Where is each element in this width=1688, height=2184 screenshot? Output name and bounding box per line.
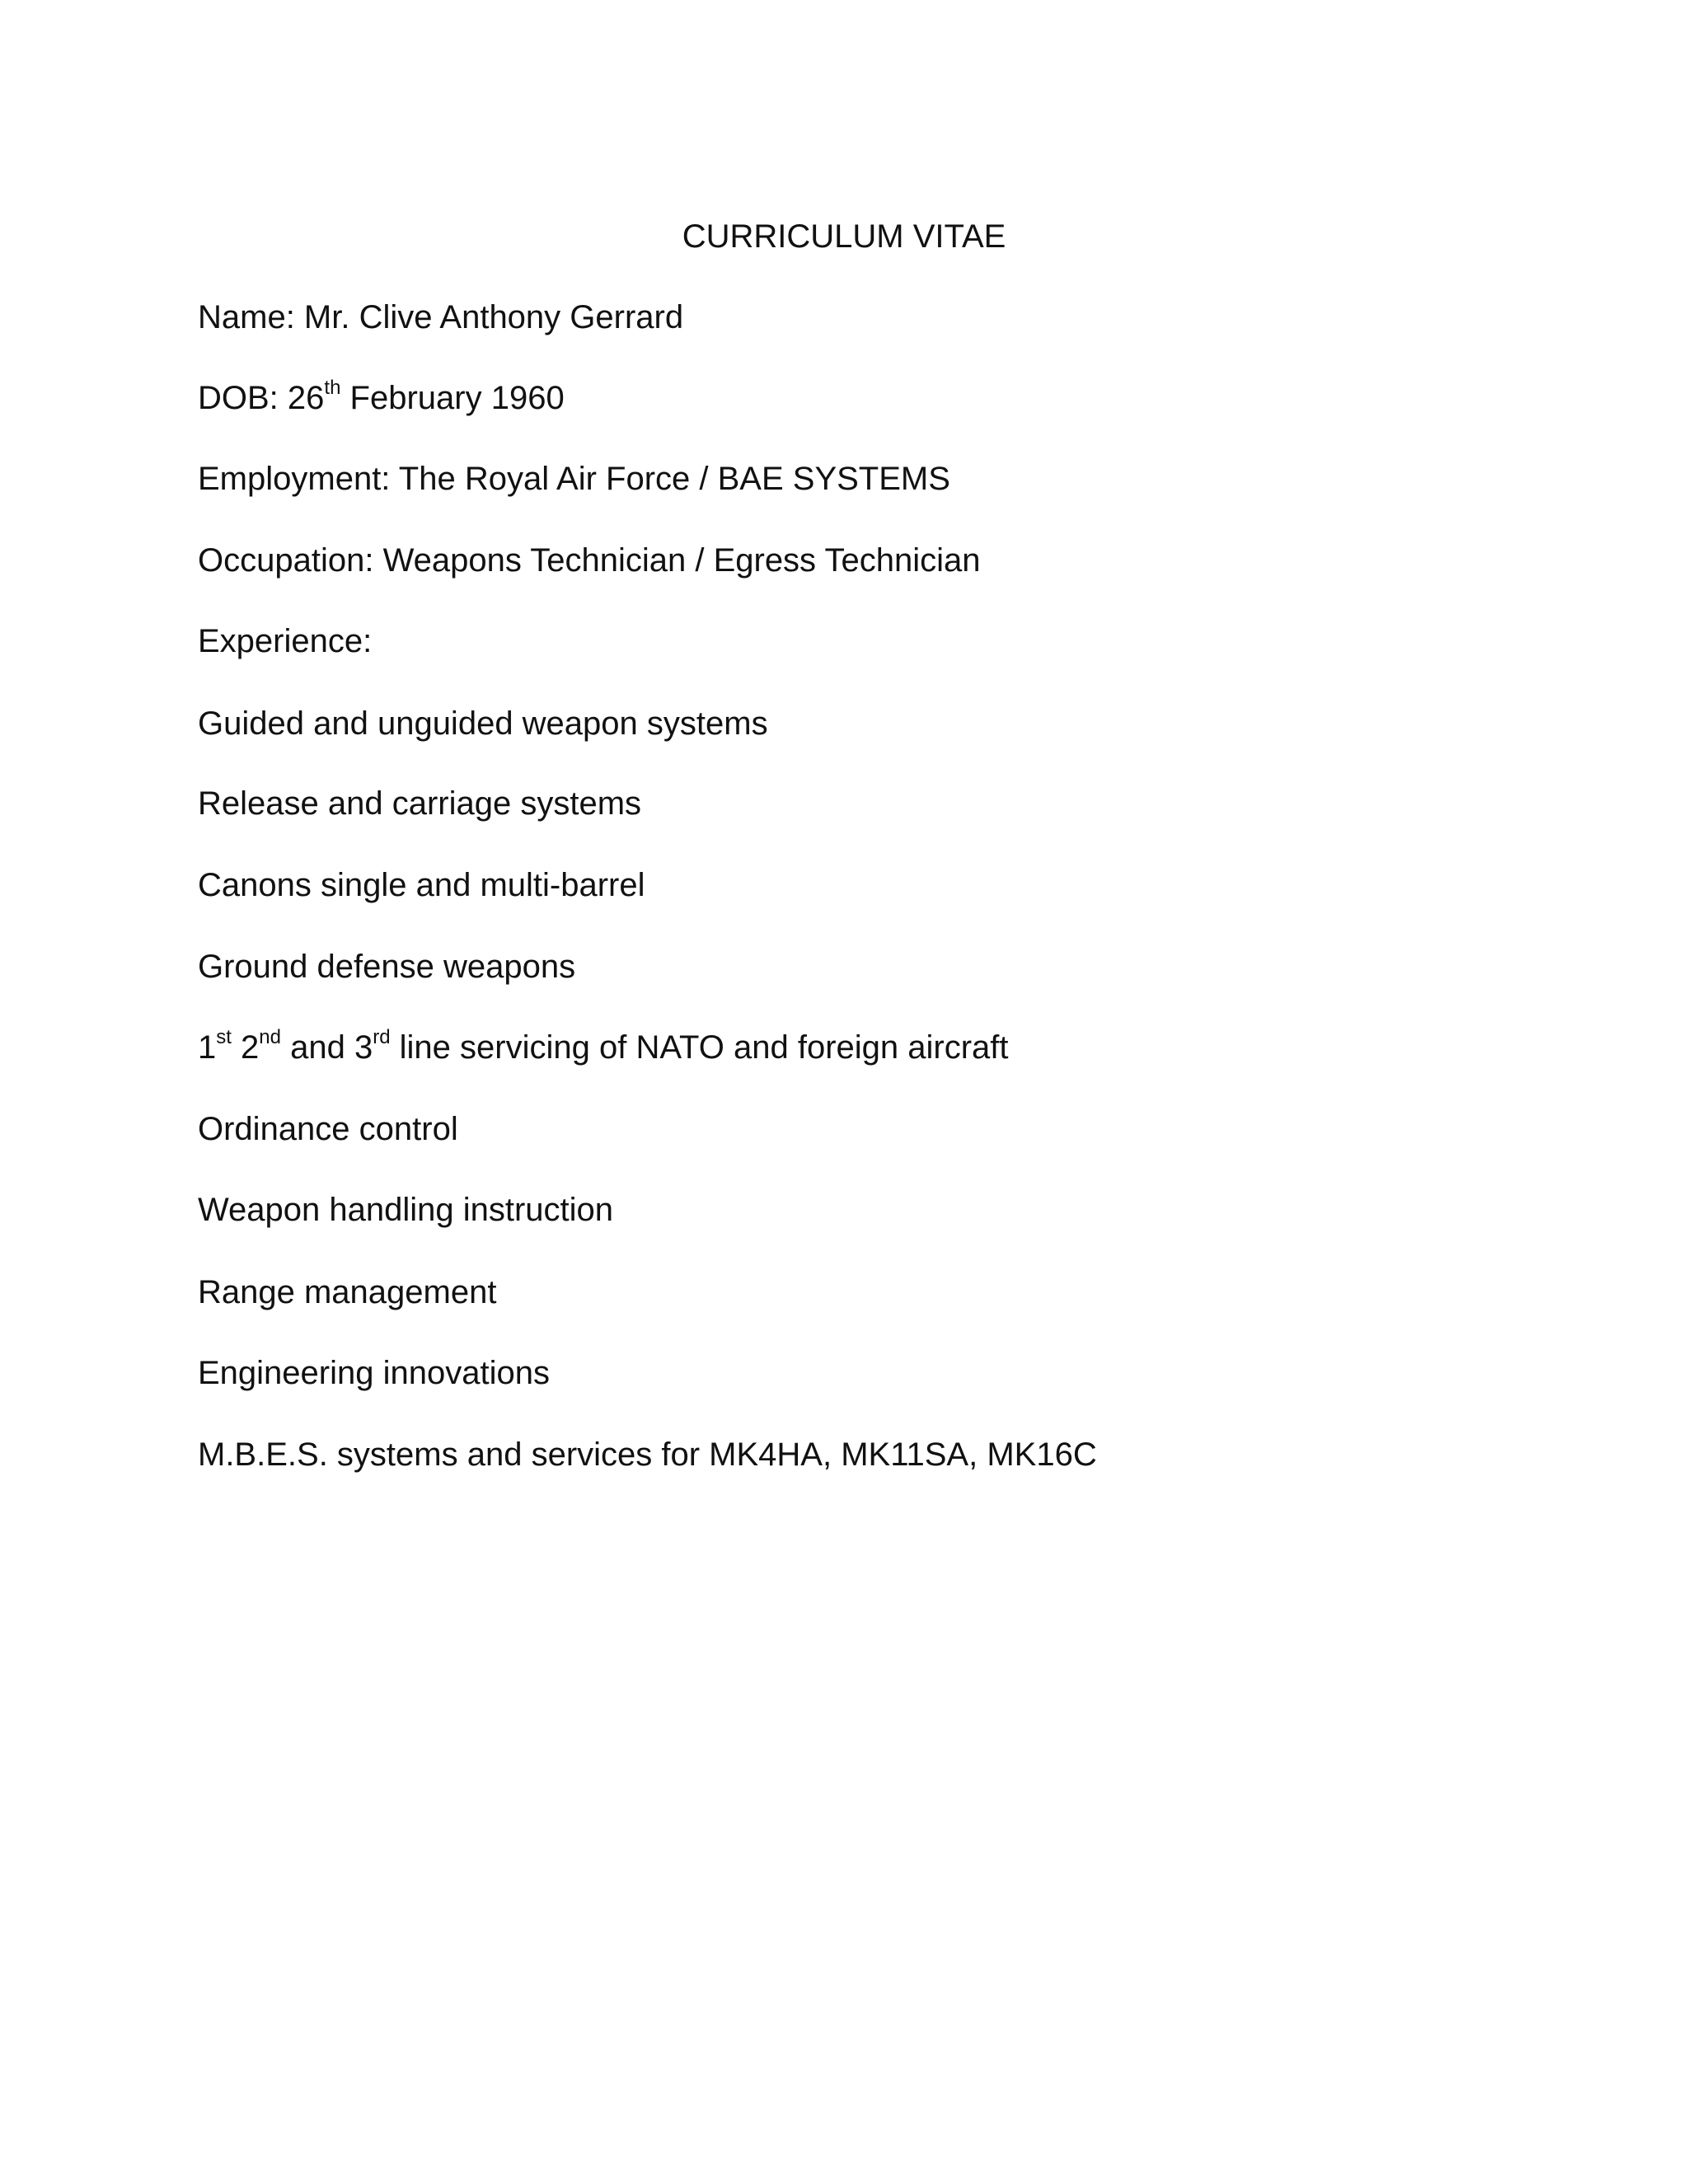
servicing-line xyxy=(198,1027,1009,1068)
servicing-num-3: and 3 xyxy=(280,1029,373,1066)
dob-line xyxy=(198,377,565,419)
servicing-suffix-1: st xyxy=(216,1025,232,1048)
servicing-suffix-2: nd xyxy=(259,1025,281,1048)
experience-item: Guided and unguided weapon systems xyxy=(198,705,768,742)
employment-line: Employment: The Royal Air Force / BAE SYSTEMS xyxy=(198,461,950,497)
experience-item: M.B.E.S. systems and services for MK4HA, MK11SA, MK16C xyxy=(198,1436,1097,1473)
experience-item: Ordinance control xyxy=(198,1111,458,1147)
servicing-rest: line servicing of NATO and foreign aircraft xyxy=(390,1029,1009,1066)
occupation-line: Occupation: Weapons Technician / Egress Technician xyxy=(198,542,981,579)
experience-item: Range management xyxy=(198,1274,497,1310)
experience-item: Ground defense weapons xyxy=(198,949,576,985)
servicing-suffix-3: rd xyxy=(373,1025,391,1048)
dob-rest: February 1960 xyxy=(340,380,565,416)
experience-item: Engineering innovations xyxy=(198,1355,550,1391)
experience-item: Weapon handling instruction xyxy=(198,1192,614,1228)
experience-item: Canons single and multi-barrel xyxy=(198,867,645,903)
name-line: Name: Mr. Clive Anthony Gerrard xyxy=(198,299,684,335)
servicing-num-1: 1 xyxy=(198,1029,217,1066)
servicing-num-2: 2 xyxy=(231,1029,260,1066)
dob-prefix: DOB: 26 xyxy=(198,380,325,416)
document-title: CURRICULUM VITAE xyxy=(682,218,1006,255)
dob-ordinal-suffix: th xyxy=(324,376,341,399)
experience-item: Release and carriage systems xyxy=(198,785,642,822)
experience-heading: Experience: xyxy=(198,623,373,659)
